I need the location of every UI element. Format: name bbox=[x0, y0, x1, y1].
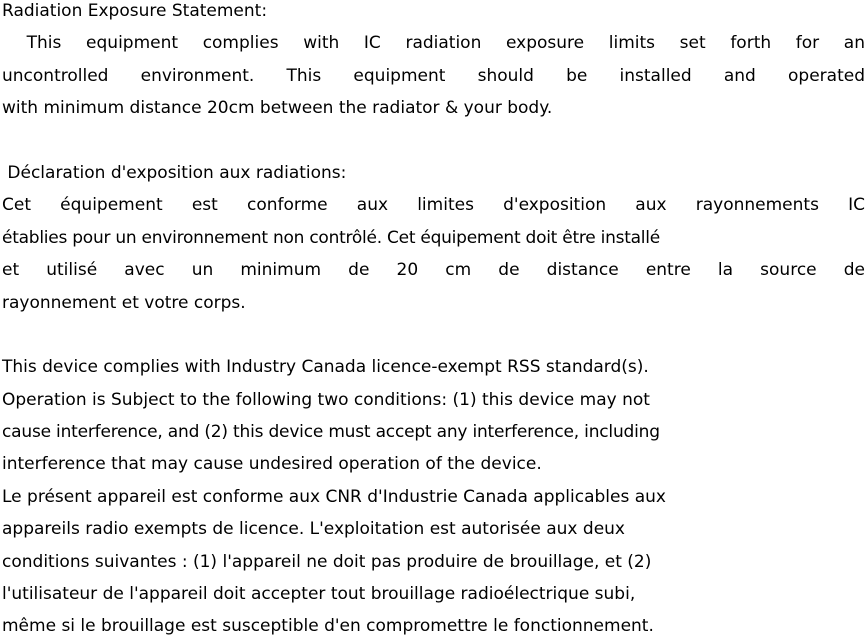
radiation-exposure-section-fr bbox=[2, 157, 865, 319]
compliance-section-en bbox=[2, 351, 865, 481]
paragraph-spacer bbox=[2, 319, 865, 351]
compliance-section-fr bbox=[2, 481, 865, 643]
compliance-line: conditions suivantes : (1) l'appareil ne doit pas produire de brouillage, et (2) bbox=[2, 551, 652, 572]
radiation-exposure-section-en bbox=[2, 0, 865, 125]
radiation-exposure-line: with minimum distance 20cm between the radiator & your body. bbox=[2, 98, 553, 119]
radiation-exposure-line: établies pour un environnement non contrôlé. Cet équipement doit être installé bbox=[2, 227, 660, 248]
radiation-exposure-line: et utilisé avec un minimum de 20 cm de distance entre la source de bbox=[2, 260, 865, 281]
compliance-line: interference that may cause undesired operation of the device. bbox=[2, 454, 542, 475]
radiation-exposure-line: rayonnement et votre corps. bbox=[2, 292, 246, 313]
compliance-line: l'utilisateur de l'appareil doit accepter tout brouillage radioélectrique subi, bbox=[2, 584, 636, 605]
compliance-line: appareils radio exempts de licence. L'exploitation est autorisée aux deux bbox=[2, 519, 625, 540]
radiation-exposure-heading-fr: Déclaration d'exposition aux radiations: bbox=[2, 162, 347, 183]
compliance-line: cause interference, and (2) this device must accept any interference, including bbox=[2, 422, 660, 443]
document-page bbox=[2, 0, 865, 643]
radiation-exposure-line: This equipment complies with IC radiation exposure limits set forth for an bbox=[2, 33, 865, 54]
radiation-exposure-heading-en: Radiation Exposure Statement: bbox=[2, 1, 268, 21]
radiation-exposure-line: Cet équipement est conforme aux limites d'exposition aux rayonnements IC bbox=[2, 195, 865, 216]
compliance-line: Le présent appareil est conforme aux CNR d'Industrie Canada applicables aux bbox=[2, 486, 666, 507]
radiation-exposure-line: uncontrolled environment. This equipment should be installed and operated bbox=[2, 65, 865, 86]
compliance-line: Operation is Subject to the following two conditions: (1) this device may not bbox=[2, 389, 650, 410]
compliance-line: This device complies with Industry Canada licence-exempt RSS standard(s). bbox=[2, 357, 649, 378]
compliance-line: même si le brouillage est susceptible d'en compromettre le fonctionnement. bbox=[2, 616, 654, 637]
paragraph-spacer bbox=[2, 125, 865, 157]
